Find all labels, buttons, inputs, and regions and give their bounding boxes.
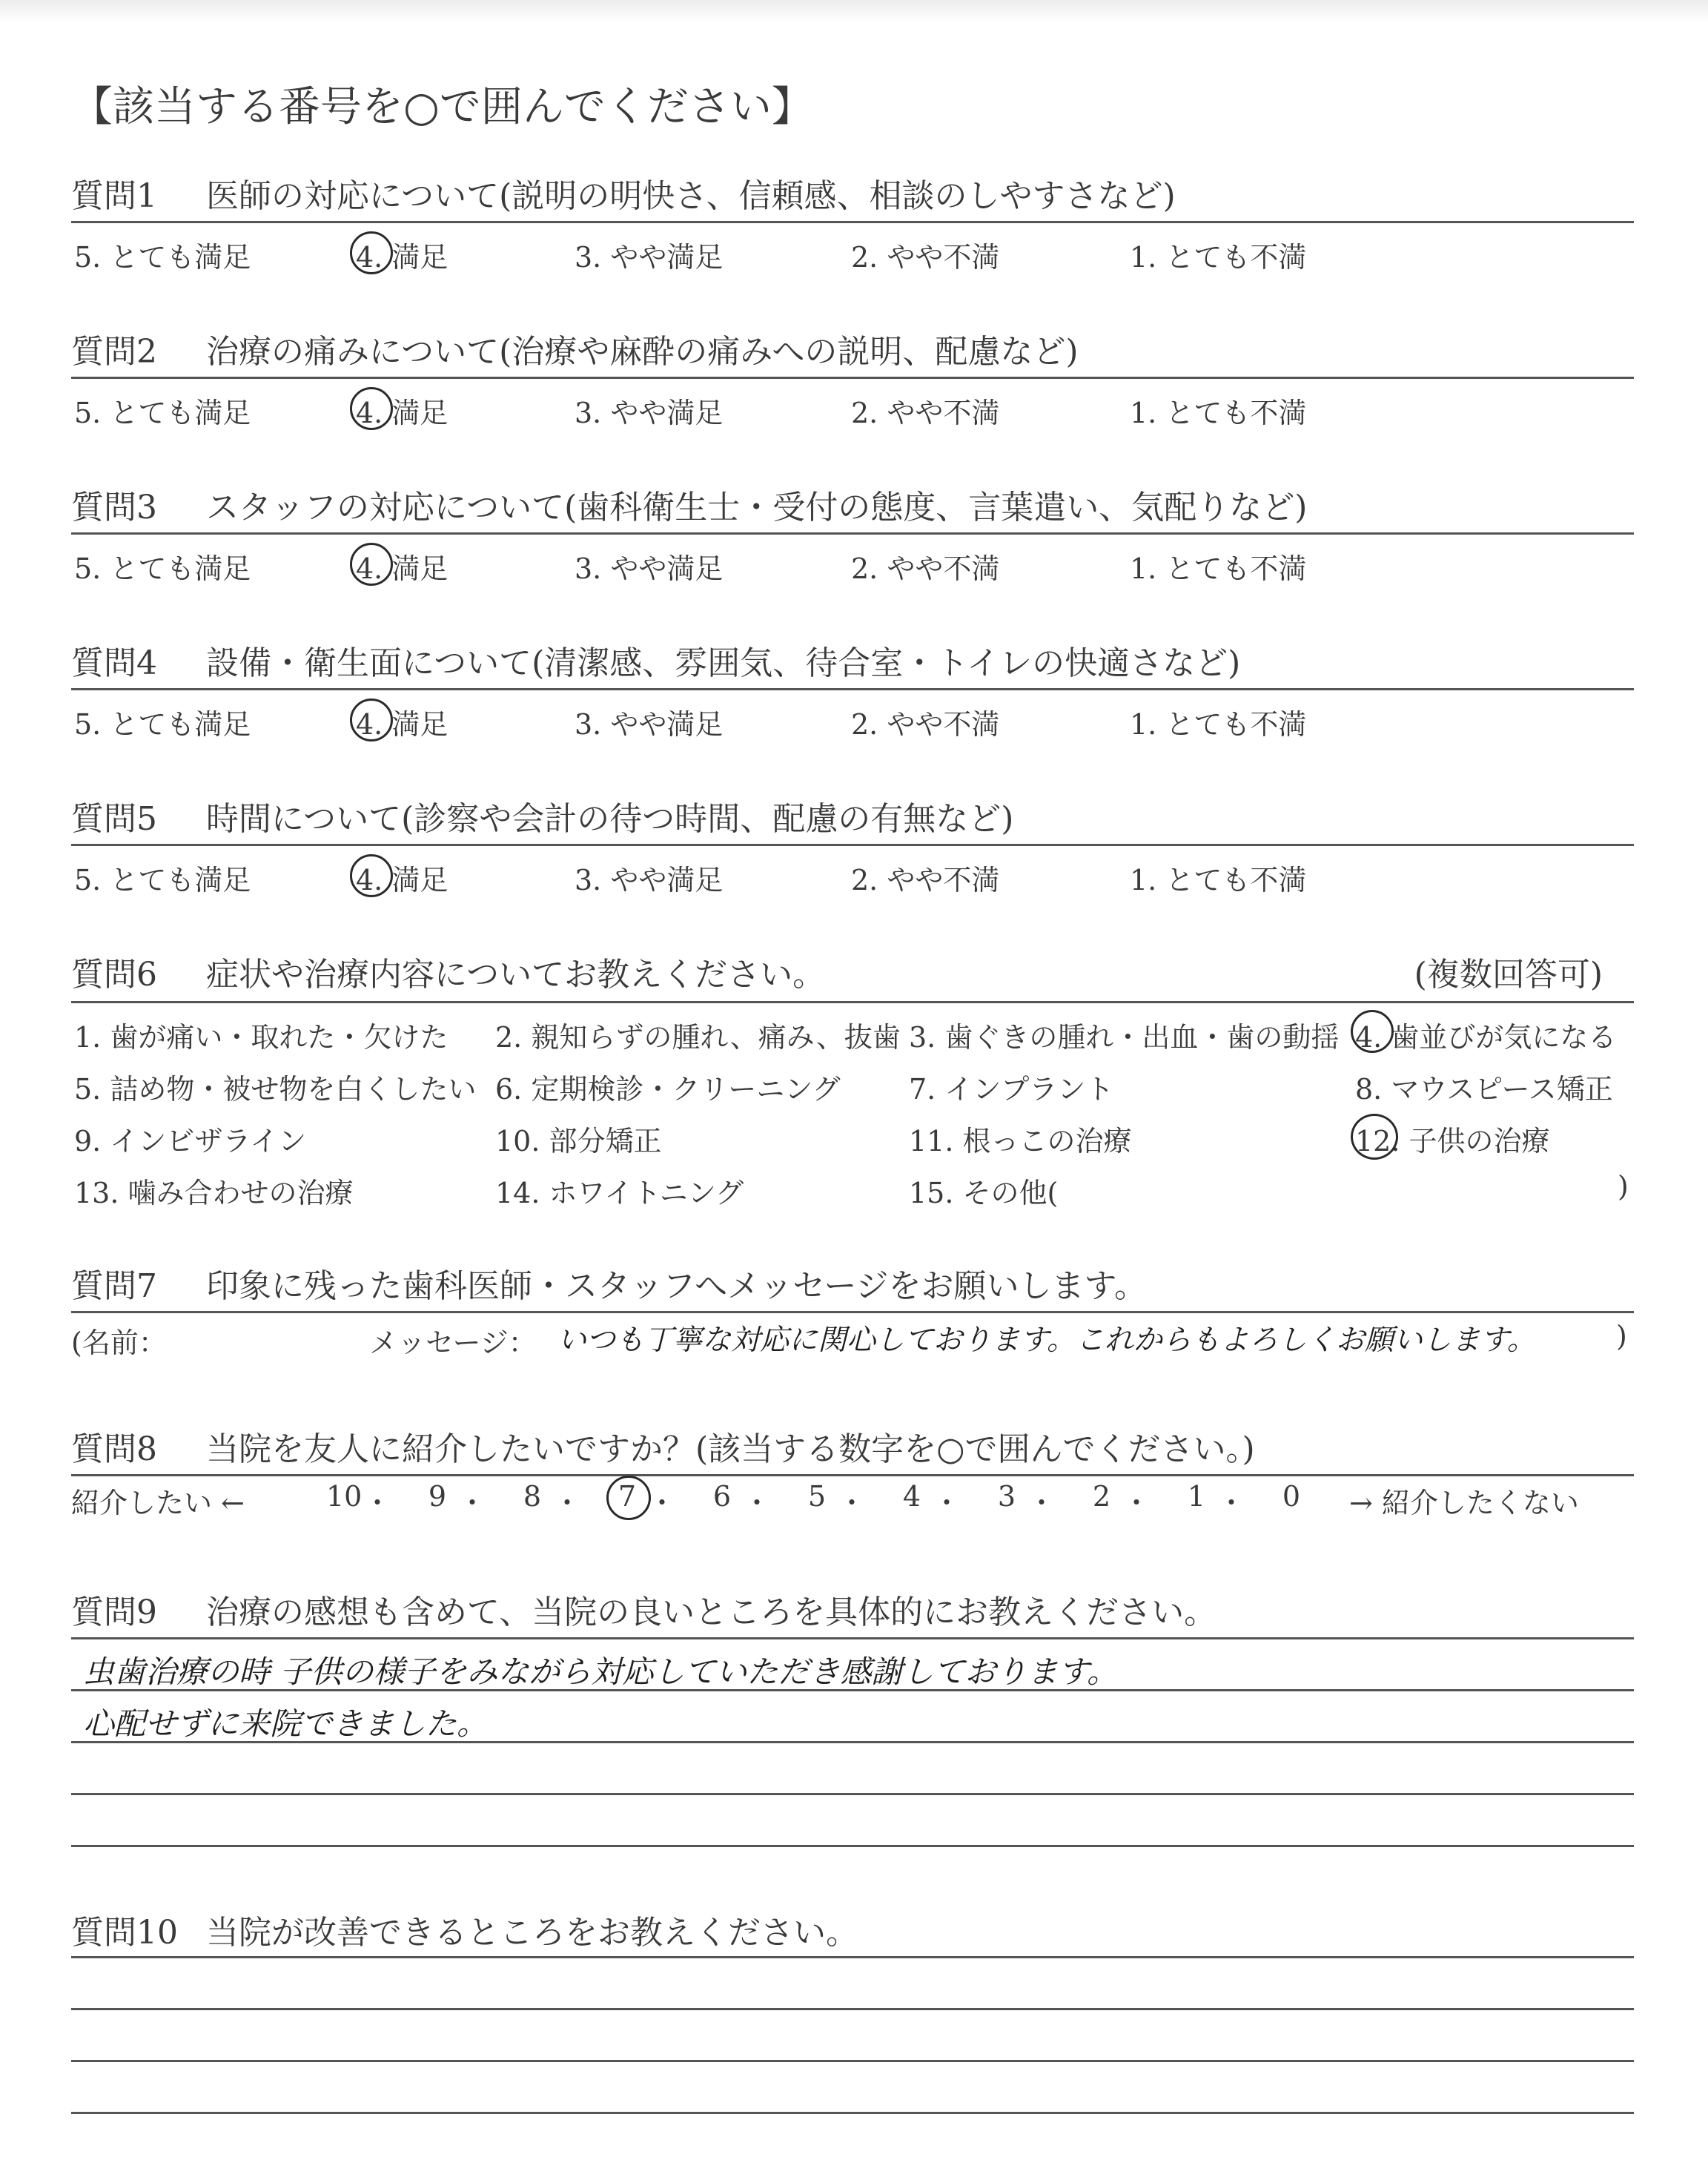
rating-option: 4. 満足 <box>356 552 448 585</box>
symptom-option: 15. その他( <box>909 1177 1059 1209</box>
handwritten-answer-line-2: 心配せずに来院できました。 <box>83 1705 489 1742</box>
scale-separator: ・ <box>743 1487 772 1519</box>
scale-separator: ・ <box>1122 1487 1151 1519</box>
symptom-option: 1. 歯が痛い・取れた・欠けた <box>74 1021 448 1054</box>
scale-number: 7 <box>618 1480 637 1513</box>
rating-option: 3. やや満足 <box>575 864 724 896</box>
scale-number: 2 <box>1092 1480 1111 1513</box>
rating-option: 1. とても不満 <box>1130 397 1307 429</box>
not-recommend-label: → 紹介したくない <box>1349 1487 1579 1519</box>
rating-option: 4. 満足 <box>356 397 448 429</box>
rating-option: 5. とても満足 <box>74 708 251 741</box>
question-label: 質問2 <box>71 333 157 371</box>
question-rule <box>71 1311 1634 1313</box>
question-text: 設備・衛生面について(清潔感、雰囲気、待合室・トイレの快適さなど) <box>206 644 1241 682</box>
answer-line <box>71 2008 1634 2010</box>
instruction-heading: 【該当する番号を○で囲んでください】 <box>71 83 813 131</box>
rating-option: 1. とても不満 <box>1130 864 1307 896</box>
scan-edge <box>0 0 1708 22</box>
handwritten-answer-line-1: 虫歯治療の時 子供の様子をみながら対応していただき感謝しております。 <box>83 1654 1118 1690</box>
rating-option: 4. 満足 <box>356 241 448 274</box>
rating-option: 1. とても不満 <box>1130 708 1307 741</box>
question-label: 質問9 <box>71 1593 157 1631</box>
answer-line <box>71 1956 1634 1958</box>
symptom-option: 11. 根っこの治療 <box>909 1125 1132 1157</box>
scale-number: 4 <box>902 1480 921 1513</box>
answer-circle <box>606 1476 651 1520</box>
question-text: 医師の対応について(説明の明快さ、信頼感、相談のしやすさなど) <box>206 177 1176 215</box>
rating-option: 1. とても不満 <box>1130 552 1307 585</box>
symptom-option: 2. 親知らずの腫れ、痛み、抜歯 <box>495 1021 901 1054</box>
question-label: 質問8 <box>71 1430 157 1468</box>
scale-number: 0 <box>1282 1480 1301 1513</box>
question-text: 時間について(診察や会計の待つ時間、配慮の有無など) <box>206 800 1014 838</box>
symptom-option: 4. 歯並びが気になる <box>1355 1021 1617 1054</box>
question-text: 治療の感想も含めて、当院の良いところを具体的にお教えください。 <box>206 1593 1217 1631</box>
symptom-option: 12. 子供の治療 <box>1355 1125 1550 1157</box>
rating-option: 4. 満足 <box>356 708 448 741</box>
rating-option: 2. やや不満 <box>851 552 1000 585</box>
answer-line <box>71 1689 1634 1691</box>
rating-option: 2. やや不満 <box>851 397 1000 429</box>
scale-number: 5 <box>807 1480 827 1513</box>
handwritten-message: いつも丁寧な対応に関心しております。これからもよろしくお願いします。 <box>557 1324 1536 1357</box>
symptom-option: 10. 部分矯正 <box>495 1125 662 1157</box>
question-text: 治療の痛みについて(治療や麻酔の痛みへの説明、配慮など) <box>206 333 1079 371</box>
symptom-option: 5. 詰め物・被せ物を白くしたい <box>74 1073 477 1106</box>
question-rule <box>71 844 1634 846</box>
rating-option: 2. やや不満 <box>851 708 1000 741</box>
symptom-option: 14. ホワイトニング <box>495 1177 744 1209</box>
question-text: 当院を友人に紹介したいですか？(該当する数字を○で囲んでください。) <box>206 1430 1255 1468</box>
symptom-option: 13. 噛み合わせの治療 <box>74 1177 354 1209</box>
answer-circle <box>1351 1114 1398 1160</box>
scale-number: 9 <box>428 1480 447 1513</box>
rating-option: 3. やや満足 <box>575 708 724 741</box>
question-rule <box>71 1474 1634 1476</box>
scale-separator: ・ <box>363 1487 392 1519</box>
symptom-option: 6. 定期検診・クリーニング <box>495 1073 841 1106</box>
name-field-label: (名前： <box>71 1327 167 1359</box>
rating-option: 2. やや不満 <box>851 864 1000 896</box>
answer-line <box>71 2060 1634 2062</box>
answer-circle <box>1351 1010 1394 1053</box>
answer-line <box>71 1741 1634 1743</box>
scale-number: 10 <box>326 1480 363 1513</box>
answer-line <box>71 1845 1634 1847</box>
question-label: 質問3 <box>71 489 157 526</box>
rating-option: 3. やや満足 <box>575 552 724 585</box>
symptom-option: 9. インビザライン <box>74 1125 307 1157</box>
answer-circle <box>350 698 393 742</box>
symptom-option: ) <box>1618 1170 1629 1203</box>
question-label: 質問10 <box>71 1914 178 1952</box>
rating-option: 4. 満足 <box>356 864 448 896</box>
rating-option: 5. とても満足 <box>74 552 251 585</box>
multiple-answer-note: (複数回答可) <box>1414 956 1603 994</box>
question-rule <box>71 688 1634 690</box>
scale-number: 3 <box>997 1480 1016 1513</box>
question-label: 質問4 <box>71 644 157 682</box>
scale-number: 1 <box>1187 1480 1206 1513</box>
answer-circle <box>350 231 393 274</box>
answer-circle <box>350 854 393 897</box>
question-rule <box>71 221 1634 223</box>
question-text: 当院が改善できるところをお教えください。 <box>206 1914 858 1952</box>
scale-separator: ・ <box>648 1487 677 1519</box>
scale-separator: ・ <box>933 1487 961 1519</box>
message-field-label: メッセージ： <box>369 1327 537 1359</box>
question-label: 質問6 <box>71 956 157 994</box>
answer-line <box>71 2112 1634 2114</box>
symptom-option: 3. 歯ぐきの腫れ・出血・歯の動揺 <box>909 1021 1340 1054</box>
message-close-paren: ) <box>1616 1320 1627 1353</box>
question-text: スタッフの対応について(歯科衛生士・受付の態度、言葉遣い、気配りなど) <box>206 489 1308 526</box>
scale-separator: ・ <box>553 1487 582 1519</box>
symptom-option: 8. マウスピース矯正 <box>1355 1073 1613 1106</box>
rating-option: 2. やや不満 <box>851 241 1000 274</box>
rating-option: 5. とても満足 <box>74 241 251 274</box>
question-text: 印象に残った歯科医師・スタッフへメッセージをお願いします。 <box>206 1267 1147 1305</box>
question-rule <box>71 1001 1634 1003</box>
recommend-label: 紹介したい ← <box>71 1487 245 1519</box>
scale-number: 6 <box>712 1480 732 1513</box>
question-label: 質問7 <box>71 1267 157 1305</box>
symptom-option: 7. インプラント <box>909 1073 1114 1106</box>
question-text: 症状や治療内容についてお教えください。 <box>206 956 826 994</box>
scale-separator: ・ <box>1217 1487 1246 1519</box>
answer-circle <box>350 543 393 586</box>
question-rule <box>71 532 1634 535</box>
scale-separator: ・ <box>838 1487 867 1519</box>
answer-line <box>71 1793 1634 1795</box>
scale-separator: ・ <box>1027 1487 1056 1519</box>
question-label: 質問1 <box>71 177 157 215</box>
rating-option: 1. とても不満 <box>1130 241 1307 274</box>
answer-circle <box>350 387 393 430</box>
rating-option: 3. やや満足 <box>575 241 724 274</box>
rating-option: 5. とても満足 <box>74 397 251 429</box>
scale-number: 8 <box>523 1480 542 1513</box>
question-label: 質問5 <box>71 800 157 838</box>
rating-option: 5. とても満足 <box>74 864 251 896</box>
answer-line <box>71 1637 1634 1639</box>
rating-option: 3. やや満足 <box>575 397 724 429</box>
scale-separator: ・ <box>458 1487 487 1519</box>
question-rule <box>71 377 1634 379</box>
